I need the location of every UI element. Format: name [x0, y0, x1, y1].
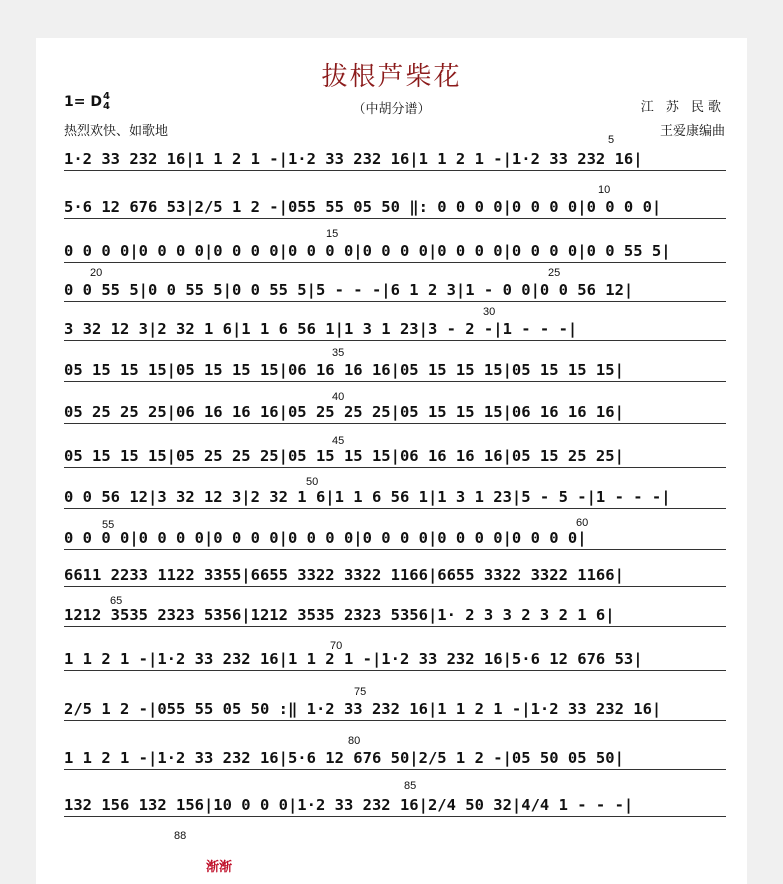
staff-row: 0 0 55 5|0 0 55 5|0 0 55 5|5 - - -|6 1 2 3|1 - 0 0|0 0 56 12|	[64, 281, 726, 302]
staff-row: 0 0 0 0|0 0 0 0|0 0 0 0|0 0 0 0|0 0 0 0|0 0 0 0|0 0 0 0|	[64, 529, 726, 550]
staff-row: 1 1 2 1 -|1·2 33 232 16|1 1 2 1 -|1·2 33 232 16|5·6 12 676 53|	[64, 650, 726, 671]
measure-number: 35	[332, 347, 345, 359]
measure-number: 65	[110, 595, 123, 607]
staff-row: 05 25 25 25|06 16 16 16|05 25 25 25|05 15 15 15|06 16 16 16|	[64, 403, 726, 424]
staff-row: 05 15 15 15|05 15 15 15|06 16 16 16|05 15 15 15|05 15 15 15|	[64, 361, 726, 382]
tempo-marking: 热烈欢快、如歌地	[64, 124, 169, 139]
arranger-credit: 王爱康编曲	[659, 124, 725, 139]
staff-row: 0 0 0 0|0 0 0 0|0 0 0 0|0 0 0 0|0 0 0 0|0 0 0 0|0 0 0 0|0 0 55 5|	[64, 242, 726, 263]
staff-row: 3 32 12 3|2 32 1 6|1 1 6 56 1|1 3 1 23|3 - 2 -|1 - - -|	[64, 320, 726, 341]
staff-row: 2/5 1 2 -|055 55 05 50 :‖ 1·2 33 232 16|1 1 2 1 -|1·2 33 232 16|	[64, 700, 726, 721]
measure-number: 75	[354, 686, 367, 698]
measure-number: 45	[332, 435, 345, 447]
staff-row: 1 1 2 1 -|1·2 33 232 16|5·6 12 676 50|2/5 1 2 -|05 50 05 50|	[64, 749, 726, 770]
measure-number: 50	[306, 476, 319, 488]
staff-row: 05 15 15 15|05 25 25 25|05 15 15 15|06 16 16 16|05 15 25 25|	[64, 447, 726, 468]
measure-number: 60	[576, 517, 589, 529]
measure-number: 55	[102, 519, 115, 531]
score-sheet	[36, 38, 747, 884]
staff-row: 0 0 56 12|3 32 12 3|2 32 1 6|1 1 6 56 1|1 3 1 23|5 - 5 -|1 - - -|	[64, 488, 726, 509]
song-origin: 江 苏 民歌	[640, 100, 725, 115]
measure-number: 25	[548, 267, 561, 279]
key-signature	[64, 92, 110, 112]
score-subtitle: （中胡分谱）	[352, 102, 431, 117]
staff-row: 6611 2233 1122 3355|6655 3322 3322 1166|6655 3322 3322 1166|	[64, 566, 726, 587]
measure-number: 20	[90, 267, 103, 279]
meter-top: 4	[102, 91, 110, 102]
measure-number: 40	[332, 391, 345, 403]
staff-row: 5·6 12 676 53|2/5 1 2 -|055 55 05 50 ‖: 0 0 0 0|0 0 0 0|0 0 0 0|	[64, 198, 726, 219]
measure-number: 80	[348, 735, 361, 747]
measure-number: 88	[174, 830, 187, 842]
measure-number: 10	[598, 184, 611, 196]
staff-row: 1212 3535 2323 5356|1212 3535 2323 5356|1· 2 3 3 2 3 2 1 6|	[64, 606, 726, 627]
score-title: 拔根芦柴花	[321, 62, 462, 92]
time-signature	[103, 92, 110, 112]
measure-number: 85	[404, 780, 417, 792]
measure-number: 70	[330, 640, 343, 652]
staff-row: 1·2 33 232 16|1 1 2 1 -|1·2 33 232 16|1 1 2 1 -|1·2 33 232 16|	[64, 150, 726, 171]
measure-number: 30	[483, 306, 496, 318]
ending-marking: 渐渐	[206, 860, 233, 875]
measure-number: 15	[326, 228, 339, 240]
meter-bottom: 4	[102, 101, 110, 112]
staff-row: 132 156 132 156|10 0 0 0|1·2 33 232 16|2/4 50 32|4/4 1 - - -|	[64, 796, 726, 817]
measure-number: 5	[608, 134, 615, 146]
key-label: 1= D	[64, 94, 102, 110]
